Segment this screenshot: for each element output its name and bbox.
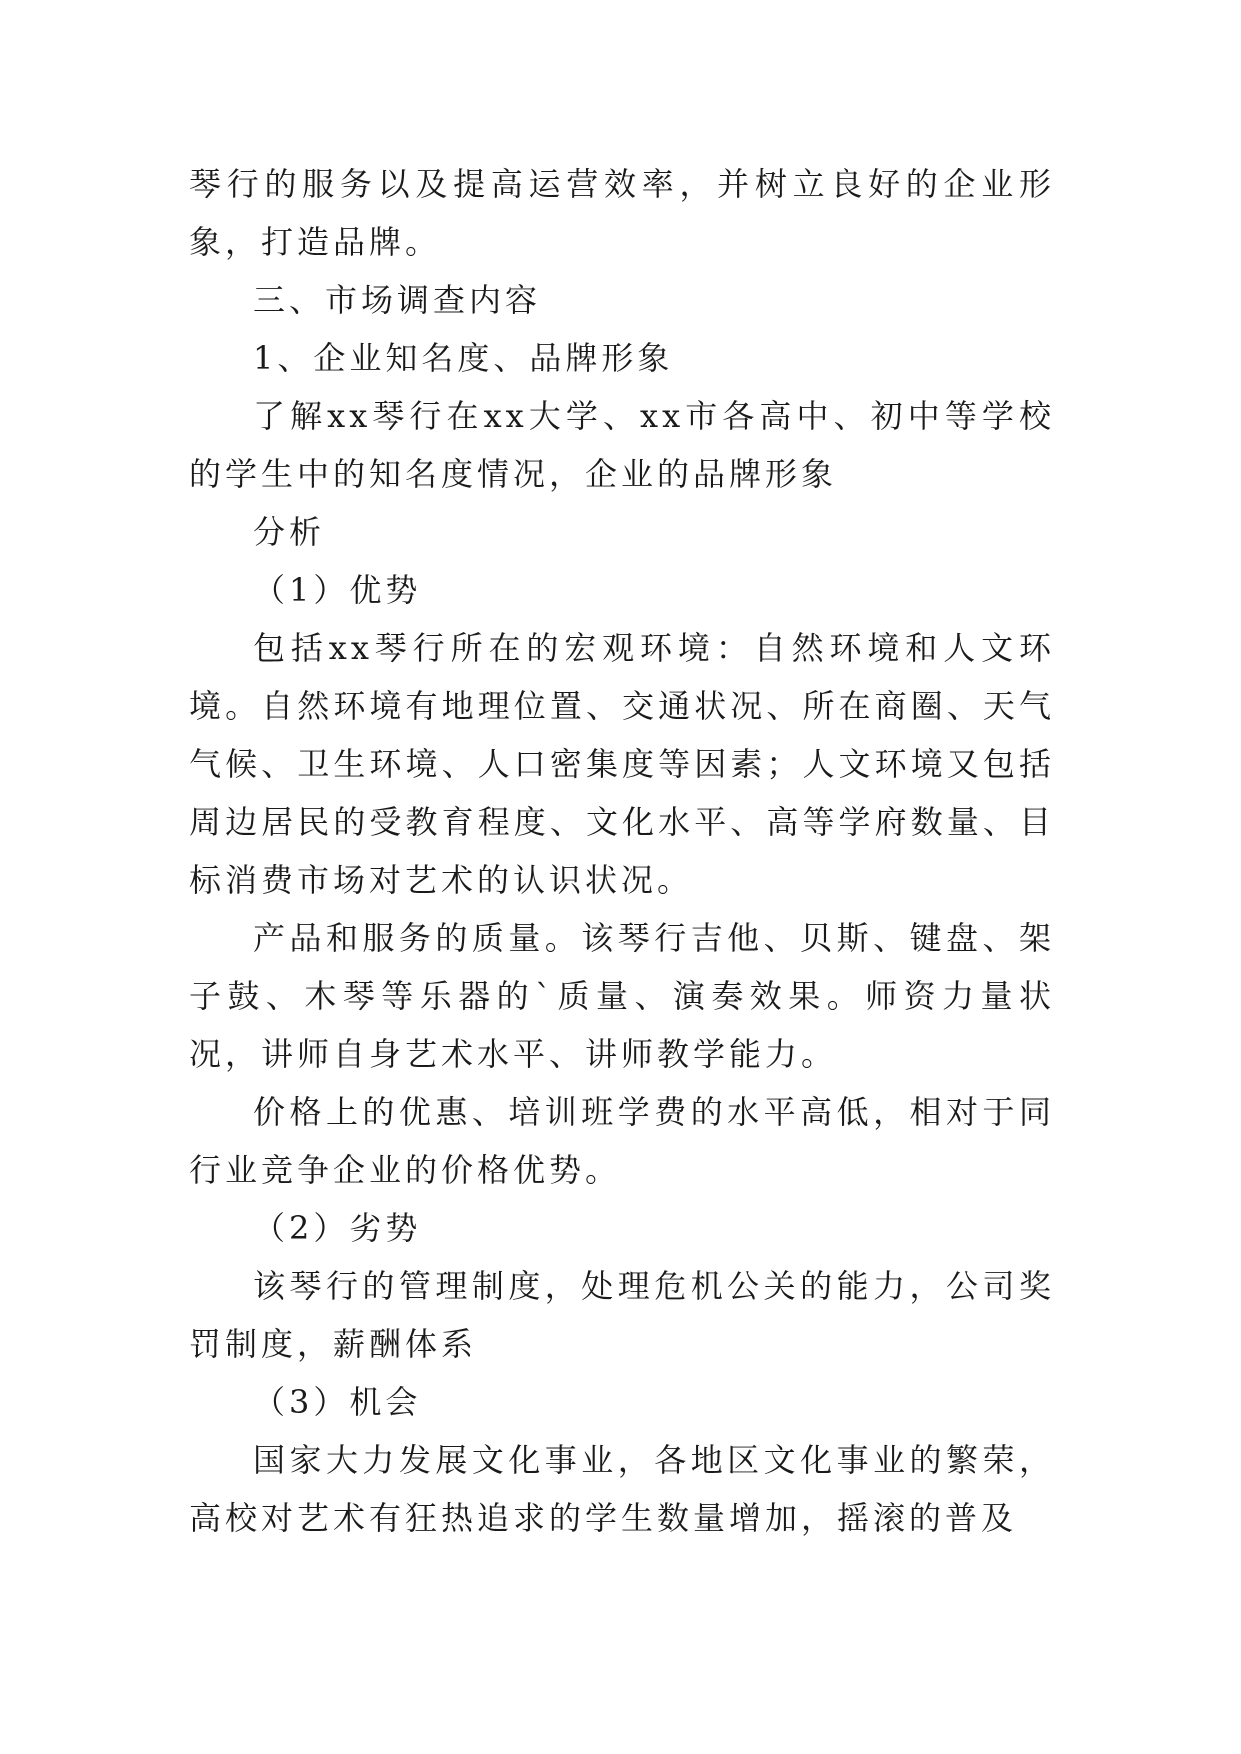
subheading-opportunities: （3）机会 — [253, 1383, 422, 1421]
paragraph-opportunities: 国家大力发展文化事业，各地区文化事业的繁荣，高校对艺术有狂热追求的学生数量增加，摇滚的普及 — [189, 1441, 1055, 1537]
paragraph-management: 该琴行的管理制度，处理危机公关的能力，公司奖罚制度，薪酬体系 — [189, 1267, 1055, 1363]
subheading-analysis: 分析 — [253, 513, 326, 551]
paragraph-macro-environment: 包括xx琴行所在的宏观环境：自然环境和人文环境。自然环境有地理位置、交通状况、所在商圈、天气气候、卫生环境、人口密集度等因素；人文环境又包括周边居民的受教育程度、文化水平、高等学府数量、目标消费市场对艺术的认识状况。 — [189, 629, 1055, 899]
subheading-brand-awareness: 1、企业知名度、品牌形象 — [253, 339, 674, 377]
paragraph-brand-awareness: 了解xx琴行在xx大学、xx市各高中、初中等学校的学生中的知名度情况，企业的品牌形象 — [189, 397, 1055, 493]
subheading-weaknesses: （2）劣势 — [253, 1209, 422, 1247]
subheading-strengths: （1）优势 — [253, 571, 422, 609]
paragraph-intro-continuation: 琴行的服务以及提高运营效率，并树立良好的企业形象，打造品牌。 — [189, 165, 1055, 261]
paragraph-price-advantage: 价格上的优惠、培训班学费的水平高低，相对于同行业竞争企业的价格优势。 — [189, 1093, 1055, 1189]
document-body — [189, 155, 1055, 1547]
section-heading-market-survey: 三、市场调查内容 — [253, 281, 542, 319]
paragraph-product-quality: 产品和服务的质量。该琴行吉他、贝斯、键盘、架子鼓、木琴等乐器的`质量、演奏效果。师资力量状况，讲师自身艺术水平、讲师教学能力。 — [189, 919, 1055, 1073]
